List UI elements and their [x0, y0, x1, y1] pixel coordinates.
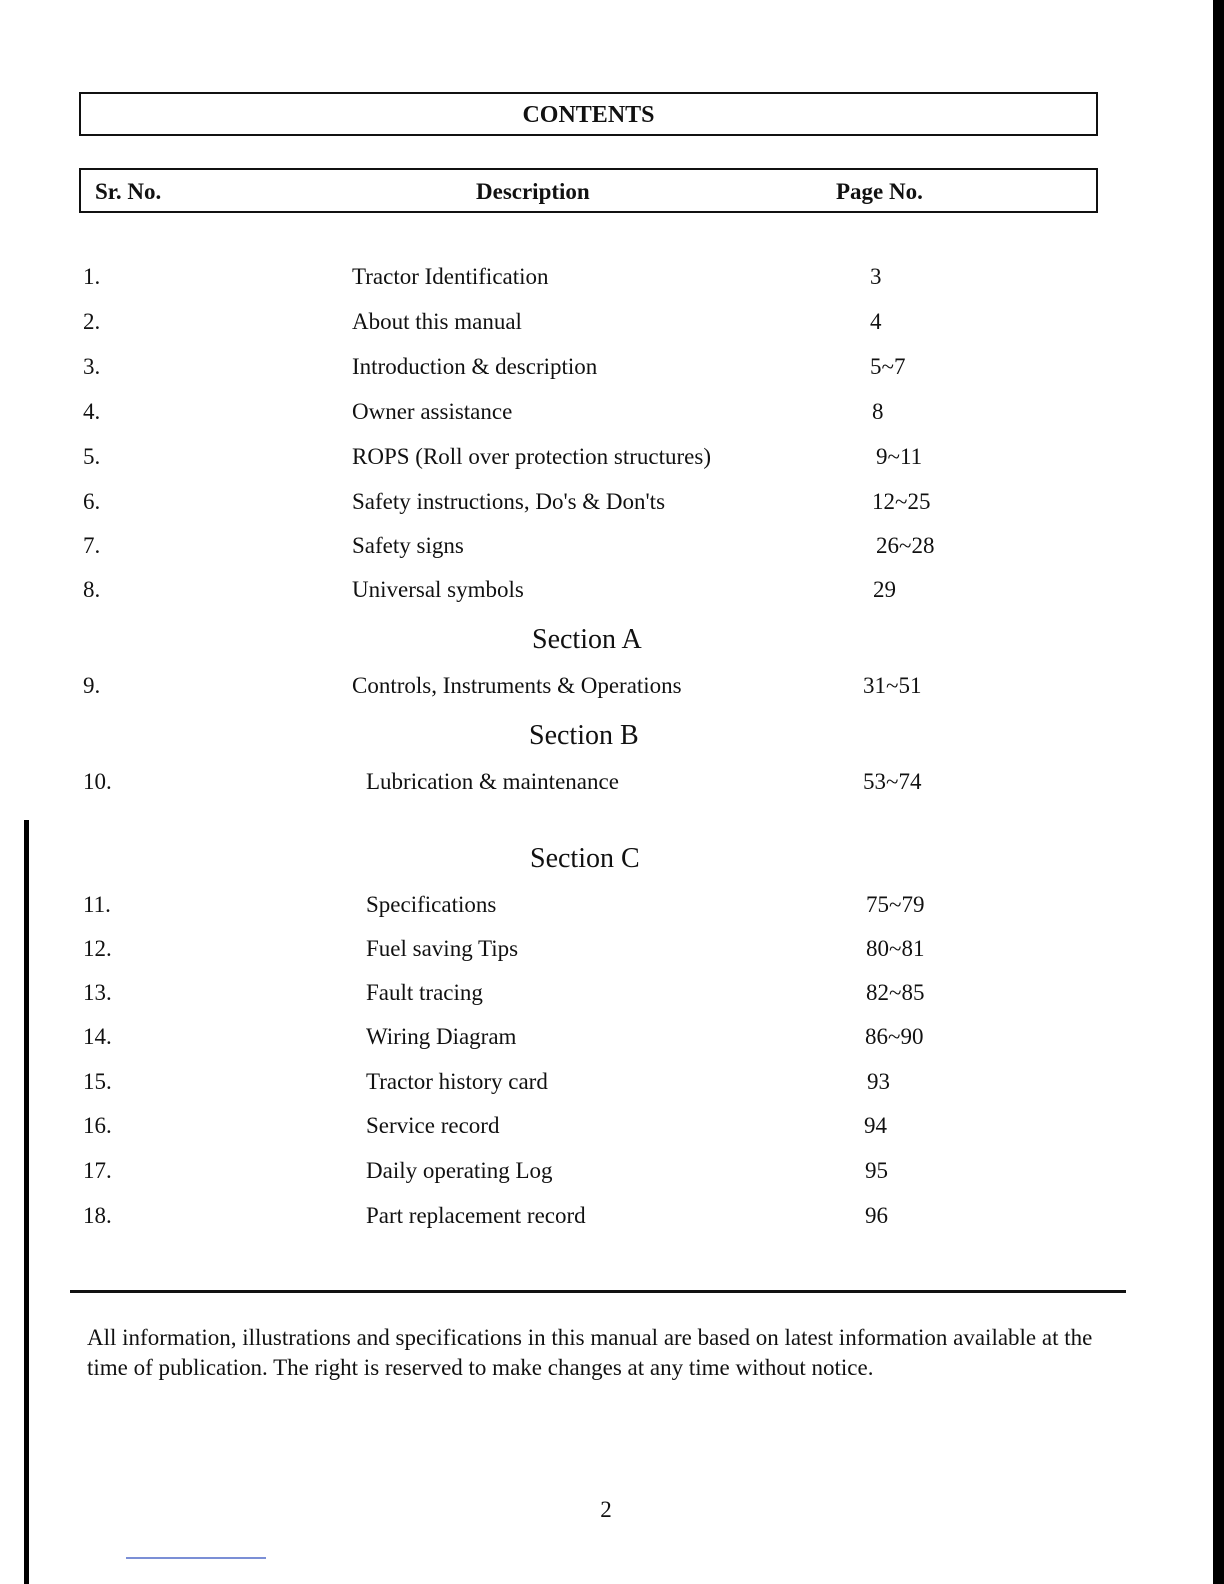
- toc-sr: 5.: [83, 444, 101, 469]
- toc-sr: 6.: [83, 489, 101, 514]
- toc-description: Fault tracing: [366, 980, 483, 1005]
- toc-sr: 7.: [83, 533, 101, 558]
- section-a-heading: Section A: [532, 624, 642, 655]
- toc-sr: 8.: [83, 577, 101, 602]
- toc-page: 29: [873, 577, 896, 602]
- toc-description: Safety instructions, Do's & Don'ts: [352, 489, 666, 514]
- disclaimer-text: All information, illustrations and specifications in this manual are based on latest information available at the time of publication. The right is reserved to make changes at any time without notice.: [87, 1325, 1093, 1380]
- toc-description: Fuel saving Tips: [366, 936, 519, 961]
- toc-description: Daily operating Log: [366, 1158, 553, 1183]
- toc-description: Safety signs: [352, 533, 464, 558]
- toc-page: 5~7: [870, 354, 906, 379]
- toc-page: 82~85: [866, 980, 925, 1005]
- toc-row: [0, 440, 1224, 474]
- toc-row: [0, 1065, 1224, 1099]
- header-description: Description: [476, 179, 590, 204]
- toc-page: 3: [870, 264, 882, 289]
- toc-row: [0, 573, 1224, 607]
- toc-page: 9~11: [876, 444, 923, 469]
- toc-sr: 12.: [83, 936, 112, 961]
- toc-row: [0, 1199, 1224, 1233]
- toc-sr: 4.: [83, 399, 101, 424]
- toc-row: [0, 260, 1224, 294]
- toc-page: 8: [872, 399, 884, 424]
- toc-page: 53~74: [863, 769, 922, 794]
- toc-sr: 3.: [83, 354, 101, 379]
- toc-sr: 2.: [83, 309, 101, 334]
- toc-page: 95: [865, 1158, 888, 1183]
- toc-page: 86~90: [865, 1024, 924, 1049]
- toc-description: Part replacement record: [366, 1203, 586, 1228]
- toc-row: [0, 976, 1224, 1010]
- toc-description: Tractor Identification: [352, 264, 549, 289]
- toc-row: [0, 350, 1224, 384]
- toc-sr: 1.: [83, 264, 101, 289]
- toc-description: Service record: [366, 1113, 500, 1138]
- toc-page: 26~28: [876, 533, 935, 558]
- toc-description: Tractor history card: [366, 1069, 548, 1094]
- toc-sr: 10.: [83, 769, 112, 794]
- toc-description: ROPS (Roll over protection structures): [352, 444, 712, 469]
- header-page-no: Page No.: [836, 179, 923, 204]
- toc-sr: 18.: [83, 1203, 112, 1228]
- toc-row: [0, 1109, 1224, 1143]
- toc-description: Wiring Diagram: [366, 1024, 517, 1049]
- toc-row: [0, 888, 1224, 922]
- toc-description: Lubrication & maintenance: [366, 769, 619, 794]
- toc-sr: 11.: [83, 892, 111, 917]
- page-number: 2: [600, 1497, 612, 1522]
- toc-description: About this manual: [352, 309, 522, 334]
- toc-sr: 16.: [83, 1113, 112, 1138]
- toc-row: [0, 932, 1224, 966]
- toc-row: [0, 669, 1224, 703]
- toc-row: [0, 485, 1224, 519]
- section-b-heading: Section B: [529, 720, 639, 751]
- table-header: [79, 168, 1098, 213]
- scan-mark-line: [126, 1557, 266, 1559]
- toc-description: Universal symbols: [352, 577, 524, 602]
- toc-row: [0, 395, 1224, 429]
- toc-description: Owner assistance: [352, 399, 513, 424]
- toc-page: 94: [864, 1113, 887, 1138]
- toc-page: 31~51: [863, 673, 922, 698]
- toc-sr: 15.: [83, 1069, 112, 1094]
- toc-page: 75~79: [866, 892, 925, 917]
- toc-row: [0, 765, 1224, 799]
- header-sr-no: Sr. No.: [95, 179, 162, 204]
- toc-sr: 13.: [83, 980, 112, 1005]
- toc-page: 80~81: [866, 936, 925, 961]
- toc-page: 93: [867, 1069, 890, 1094]
- contents-title: CONTENTS: [79, 92, 1098, 136]
- toc-row: [0, 305, 1224, 339]
- toc-description: Controls, Instruments & Operations: [352, 673, 682, 698]
- toc-row: [0, 529, 1224, 563]
- toc-description: Introduction & description: [352, 354, 598, 379]
- toc-sr: 17.: [83, 1158, 112, 1183]
- toc-sr: 9.: [83, 673, 101, 698]
- footer-divider: [70, 1290, 1126, 1293]
- toc-page: 12~25: [872, 489, 931, 514]
- toc-page: 96: [865, 1203, 888, 1228]
- toc-description: Specifications: [366, 892, 497, 917]
- toc-page: 4: [870, 309, 882, 334]
- toc-sr: 14.: [83, 1024, 112, 1049]
- toc-row: [0, 1154, 1224, 1188]
- toc-row: [0, 1020, 1224, 1054]
- section-c-heading: Section C: [530, 843, 640, 874]
